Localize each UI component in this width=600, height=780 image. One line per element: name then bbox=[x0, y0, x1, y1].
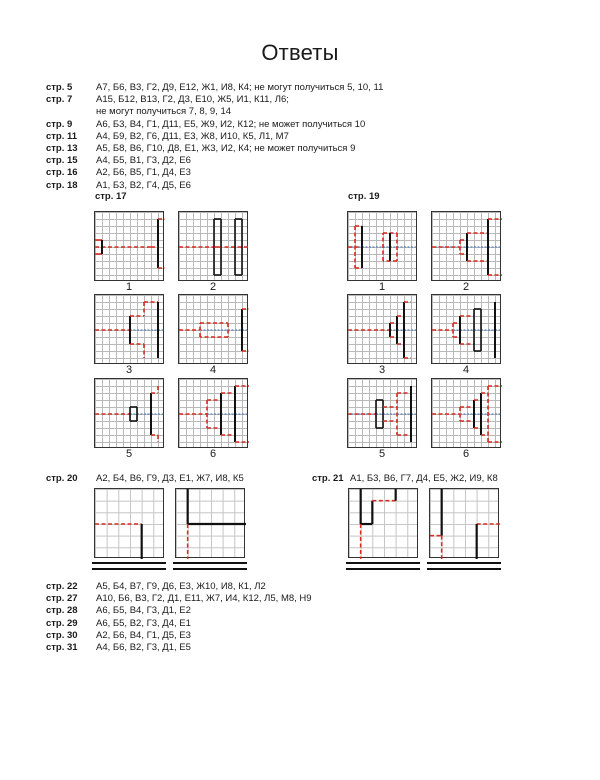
answer-text: А10, Б6, В3, Г2, Д1, Е11, Ж7, И4, К12, Л5, М8, Н9 bbox=[96, 593, 312, 605]
ground-line bbox=[92, 562, 166, 570]
figure-drawing bbox=[95, 295, 165, 365]
answer-text: А15, Б12, В13, Г2, Д3, Е10, Ж5, И1, К11, Л6; не могут получиться 7, 8, 9, 14 bbox=[96, 94, 289, 118]
answer-page: стр. 22 bbox=[46, 581, 78, 592]
answer-text: А7, Б6, В3, Г2, Д9, Е12, Ж1, И8, К4; не могут получиться 5, 10, 11 bbox=[96, 82, 384, 93]
figure-number: 3 bbox=[125, 364, 133, 376]
fold-figure bbox=[94, 211, 164, 281]
page17-label: стр. 17 bbox=[95, 191, 127, 202]
figure-number: 6 bbox=[209, 448, 217, 460]
answer-row bbox=[46, 618, 312, 630]
ground-line bbox=[173, 562, 247, 570]
answer-page: стр. 9 bbox=[46, 118, 73, 130]
page21-answer bbox=[312, 473, 498, 484]
answer-text: А4, Б9, В2, Г6, Д11, Е3, Ж8, И10, К5, Л1, М7 bbox=[96, 130, 289, 142]
figure-drawing bbox=[95, 379, 165, 449]
answer-row bbox=[46, 119, 383, 131]
fold-figure bbox=[347, 211, 417, 281]
answer-text: А6, Б5, В2, Г3, Д4, Е1 bbox=[96, 617, 191, 629]
answer-text: А5, Б8, В6, Г10, Д8, Е1, Ж3, И2, К4; не может получиться 9 bbox=[96, 143, 356, 155]
answer-row bbox=[46, 593, 312, 605]
answer-row bbox=[46, 642, 312, 654]
fold-figure bbox=[347, 294, 417, 364]
figure-drawing bbox=[432, 379, 502, 449]
answer-page: стр. 11 bbox=[46, 130, 78, 142]
figure-number: 4 bbox=[209, 364, 217, 376]
ground-line bbox=[346, 562, 420, 570]
answer-figure bbox=[348, 488, 418, 558]
figure-drawing bbox=[179, 212, 249, 282]
figure-drawing bbox=[432, 212, 502, 282]
answer-text: А5, Б4, В7, Г9, Д6, Е3, Ж10, И8, К1, Л2 bbox=[96, 581, 266, 592]
page20-text: А2, Б4, В6, Г9, Д3, Е1, Ж7, И8, К5 bbox=[96, 473, 244, 484]
answer-row bbox=[46, 94, 383, 118]
answer-page: стр. 30 bbox=[46, 629, 78, 641]
fold-figure bbox=[94, 294, 164, 364]
answer-page: стр. 31 bbox=[46, 642, 78, 654]
answer-text: А2, Б6, В5, Г1, Д4, Е3 bbox=[96, 167, 191, 179]
figure-drawing bbox=[95, 489, 165, 559]
figure-number: 5 bbox=[378, 448, 386, 460]
page19-label: стр. 19 bbox=[348, 191, 380, 202]
answer-row bbox=[46, 82, 383, 94]
answers-bottom-list bbox=[46, 581, 312, 654]
answer-page: стр. 5 bbox=[46, 82, 73, 93]
answer-figure bbox=[429, 488, 499, 558]
page20-page: стр. 20 bbox=[46, 473, 78, 484]
figure-number: 1 bbox=[378, 281, 386, 293]
figure-drawing bbox=[349, 489, 419, 559]
fold-figure bbox=[178, 378, 248, 448]
answer-row bbox=[46, 155, 383, 167]
answers-top-list bbox=[46, 82, 383, 192]
fold-figure bbox=[178, 294, 248, 364]
page21-page: стр. 21 bbox=[312, 473, 344, 484]
figure-drawing bbox=[348, 295, 418, 365]
answer-text: А4, Б5, В1, Г3, Д2, Е6 bbox=[96, 155, 191, 167]
answer-text: А1, Б3, В2, Г4, Д5, Е6 bbox=[96, 179, 191, 191]
answer-page: стр. 13 bbox=[46, 143, 78, 155]
answer-row bbox=[46, 581, 312, 593]
answer-row bbox=[46, 180, 383, 192]
answer-text: А6, Б5, В4, Г3, Д1, Е2 bbox=[96, 605, 191, 617]
figure-number: 4 bbox=[462, 364, 470, 376]
answer-row bbox=[46, 630, 312, 642]
answer-figure bbox=[94, 488, 164, 558]
answer-text: А4, Б6, В2, Г3, Д1, Е5 bbox=[96, 642, 191, 654]
figure-drawing bbox=[95, 212, 165, 282]
answer-page: стр. 15 bbox=[46, 155, 78, 167]
page20-answer bbox=[46, 473, 244, 484]
answer-row bbox=[46, 131, 383, 143]
fold-figure bbox=[178, 211, 248, 281]
answer-page: стр. 16 bbox=[46, 167, 78, 179]
figure-number: 1 bbox=[125, 281, 133, 293]
figure-drawing bbox=[179, 295, 249, 365]
figure-drawing bbox=[348, 379, 418, 449]
page21-text: А1, Б3, В6, Г7, Д4, Е5, Ж2, И9, К8 bbox=[350, 473, 498, 484]
figure-drawing bbox=[432, 295, 502, 365]
answer-page: стр. 28 bbox=[46, 605, 78, 617]
answer-row bbox=[46, 143, 383, 155]
answer-row bbox=[46, 605, 312, 617]
fold-figure bbox=[431, 294, 501, 364]
fold-figure bbox=[431, 211, 501, 281]
figure-drawing bbox=[430, 489, 500, 559]
answer-figure bbox=[175, 488, 245, 558]
fold-figure bbox=[431, 378, 501, 448]
figure-drawing bbox=[348, 212, 418, 282]
page-title: Ответы bbox=[261, 40, 339, 65]
answer-page: стр. 7 bbox=[46, 94, 73, 106]
figure-number: 2 bbox=[209, 281, 217, 293]
answer-page: стр. 29 bbox=[46, 617, 78, 629]
figure-number: 6 bbox=[462, 448, 470, 460]
answer-text: А6, Б3, В4, Г1, Д11, Е5, Ж9, И2, К12; не может получиться 10 bbox=[96, 118, 366, 130]
answer-page: стр. 27 bbox=[46, 593, 78, 605]
answer-text: А2, Б6, В4, Г1, Д5, Е3 bbox=[96, 629, 191, 641]
fold-figure bbox=[347, 378, 417, 448]
figure-number: 5 bbox=[125, 448, 133, 460]
fold-figure bbox=[94, 378, 164, 448]
figure-number: 2 bbox=[462, 281, 470, 293]
figure-drawing bbox=[176, 489, 246, 559]
figure-drawing bbox=[179, 379, 249, 449]
figure-number: 3 bbox=[378, 364, 386, 376]
answer-page: стр. 18 bbox=[46, 179, 78, 191]
ground-line bbox=[427, 562, 501, 570]
answer-row bbox=[46, 167, 383, 179]
